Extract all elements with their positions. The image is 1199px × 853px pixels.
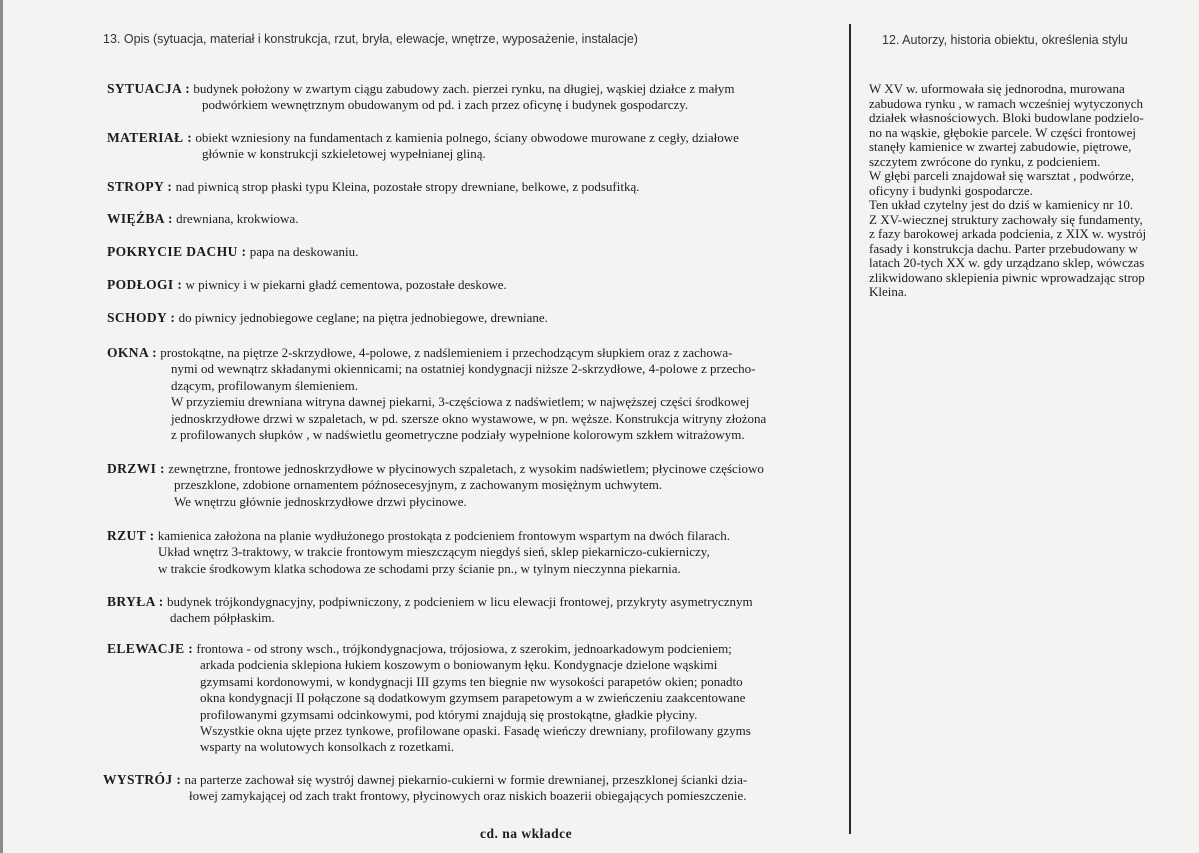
entry-text: podwórkiem wewnętrznym obudowanym od pd. i zach przez oficynę i budynek gospodarczy. (202, 97, 689, 113)
continuation-note: cd. na wkładce (480, 826, 573, 841)
history-line: W głębi parceli znajdował się warsztat , podwórze, (869, 168, 1135, 183)
entry-label: ELEWACJE : (107, 641, 194, 656)
entry-label: OKNA : (107, 345, 158, 360)
history-line: Kleina. (869, 284, 907, 299)
entry-text: drewniana, krokwiowa. (176, 211, 299, 226)
history-line: zabudowa rynku , w ramach wcześniej wytyczonych (869, 95, 1143, 111)
entry-okna (107, 345, 766, 443)
entry-text: kamienica założona na planie wydłużonego prostokąta z podcieniem frontowym wspartym na dwóch filarach. (157, 528, 730, 543)
entry-text: wsparty na wolutowych konsolkach z rozetkami. (200, 739, 455, 755)
entry-text: obiekt wzniesiony na fundamentach z kamienia polnego, ściany obwodowe murowane z cegły, działowe (195, 130, 739, 145)
entry-elewacje (107, 641, 751, 756)
entry-text: Układ wnętrz 3-traktowy, w trakcie frontowym mieszczącym niegdyś sień, sklep piekarniczo-cukierniczy, (158, 544, 710, 560)
entry-text: nad piwnicą strop płaski typu Kleina, pozostałe stropy drewniane, belkowe, z podsufitką. (175, 179, 640, 194)
history-line: zlikwidowano sklepienia piwnic wprowadzając strop (869, 269, 1145, 285)
entry-text: dzącym, profilowanym ślemieniem. (171, 377, 359, 393)
entry-text: jednoskrzydłowe drzwi w szpaletach, w pd. szersze okno wystawowe, w pn. węższe. Konstrukcja witryny złożona (171, 410, 767, 426)
entry-pokrycie-dachu (107, 244, 358, 260)
entry-drzwi (107, 461, 764, 510)
entry-text: budynek trójkondygnacyjny, podpiwniczony, z podcieniem w licu elewacji frontowej, przykryty asymetrycznym (166, 594, 753, 609)
entry-material (107, 130, 739, 163)
entry-label: POKRYCIE DACHU : (107, 244, 247, 259)
entry-text: okna kondygnacji II połączone są dodatkowym gzymsem parapetowym a w zwieńczeniu zaakcentowane (200, 690, 746, 706)
entry-text: dachem półpłaskim. (170, 610, 275, 626)
entry-text: łowej zamykającej od zach trakt frontowy, płycinowych oraz niskich boazerii obiegających pomieszczenie. (189, 788, 747, 804)
entry-label: STROPY : (107, 179, 173, 194)
entry-text: papa na deskowaniu. (249, 244, 359, 259)
entry-text: do piwnicy jednobiegowe ceglane; na piętra jednobiegowe, drewniane. (178, 310, 548, 325)
history-line: z fazy barokowej arkada podcienia, z XIX w. wystrój (869, 226, 1147, 241)
entry-text: zewnętrzne, frontowe jednoskrzydłowe w płycinowych szpaletach, z wysokim nadświetlem; płycinowe częściowo (168, 461, 764, 476)
history-line: Z XV-wiecznej struktury zachowały się fundamenty, (869, 211, 1143, 227)
entry-text: budynek położony w zwartym ciągu zabudowy zach. pierzei rynku, na długiej, wąskiej działce z małym (193, 81, 735, 96)
entry-text: nymi od wewnątrz składanymi okiennicami; na ostatniej kondygnacji niższe 2-skrzydłowe, 4-polowe z przecho- (171, 361, 756, 377)
entry-text: arkada podcienia sklepiona łukiem koszowym o boniowanym łęku. Kondygnacje dzielone wąskimi (200, 657, 718, 673)
entry-text: w trakcie środkowym klatka schodowa ze schodami przy ścianie pn., w tylnym nieczynna piekarnia. (158, 560, 681, 576)
entry-text: z profilowanych słupków , w nadświetlu geometryczne podziały wypełnione kolorowym szkłem witrażowym. (171, 427, 745, 443)
entry-text: We wnętrzu głównie jednoskrzydłowe drzwi płycinowe. (174, 493, 467, 509)
section-12-heading: 12. Autorzy, historia obiektu, określenia stylu (882, 33, 1128, 47)
entry-label: WIĘŹBA : (107, 211, 173, 226)
entry-text: w piwnicy i w piekarni gładź cementowa, pozostałe deskowe. (185, 277, 507, 292)
entry-podlogi (107, 277, 507, 293)
entry-text: prostokątne, na piętrze 2-skrzydłowe, 4-polowe, z nadślemieniem i przechodzącym słupkiem oraz z zachowa- (160, 345, 733, 360)
entry-text: gzymsami kordonowymi, w kondygnacji III gzyms ten biegnie nw wysokości parapetów okien; ponadto (200, 673, 743, 689)
section-13-heading: 13. Opis (sytuacja, materiał i konstrukcja, rzut, bryła, elewacje, wnętrze, wyposażenie, instalacje) (103, 32, 638, 46)
column-divider (849, 24, 851, 834)
entry-text: frontowa - od strony wsch., trójkondygnacjowa, trójosiowa, z szerokim, jednoarkadowym podcieniem; (196, 641, 732, 656)
entry-stropy (107, 179, 640, 195)
history-line: W XV w. uformowała się jednorodna, murowana (869, 81, 1125, 96)
history-text (869, 82, 1146, 300)
history-line: fasady i konstrukcja dachu. Parter przebudowany w (869, 240, 1138, 256)
entry-rzut (107, 528, 730, 577)
entry-label: BRYŁA : (107, 594, 164, 609)
entry-text: Wszystkie okna ujęte przez tynkowe, profilowane opaski. Fasadę wieńczy drewniany, profilowany gzyms (200, 723, 751, 739)
entry-label: SYTUACJA : (107, 81, 191, 96)
entry-wystroj (103, 772, 747, 805)
entry-text: na parterze zachował się wystrój dawnej piekarnio-cukierni w formie drewnianej, przeszklonej ścianki dzia- (184, 772, 748, 787)
entry-label: DRZWI : (107, 461, 165, 476)
entry-text: przeszklone, zdobione ornamentem późnosecesyjnym, z zachowanym mosiężnym uchwytem. (174, 477, 663, 493)
entry-wiezba (107, 211, 298, 227)
entry-label: MATERIAŁ : (107, 130, 193, 145)
entry-label: SCHODY : (107, 310, 176, 325)
entry-schody (107, 310, 548, 326)
page-edge (0, 0, 3, 853)
entry-label: WYSTRÓJ : (103, 772, 182, 787)
entry-text: W przyziemiu drewniana witryna dawnej piekarni, 3-częściowa z nadświetlem; w najwęższej części środkowej (171, 394, 750, 410)
history-line: działek własnościowych. Bloki budowlane podzielo- (869, 110, 1144, 125)
history-line: szczytem zwrócone do rynku, z podcieniem. (869, 153, 1101, 169)
history-line: no na wąskie, głębokie parcele. W części frontowej (869, 124, 1136, 140)
entry-bryla (107, 594, 753, 627)
entry-label: RZUT : (107, 528, 155, 543)
entry-text: głównie w konstrukcji szkieletowej wypełnianej gliną. (202, 146, 486, 162)
history-line: Ten układ czytelny jest do dziś w kamienicy nr 10. (869, 197, 1134, 212)
history-line: latach 20-tych XX w. gdy urządzano sklep, wówczas (869, 255, 1145, 270)
entry-label: PODŁOGI : (107, 277, 183, 292)
history-line: oficyny i budynki gospodarcze. (869, 182, 1033, 198)
history-line: stanęły kamienice w zwartej zabudowie, piętrowe, (869, 139, 1132, 154)
entry-sytuacja (107, 81, 735, 114)
entry-text: profilowanymi gzymsami odcinkowymi, pod którymi znajdują się prostokątne, gładkie płyciny. (200, 706, 698, 722)
